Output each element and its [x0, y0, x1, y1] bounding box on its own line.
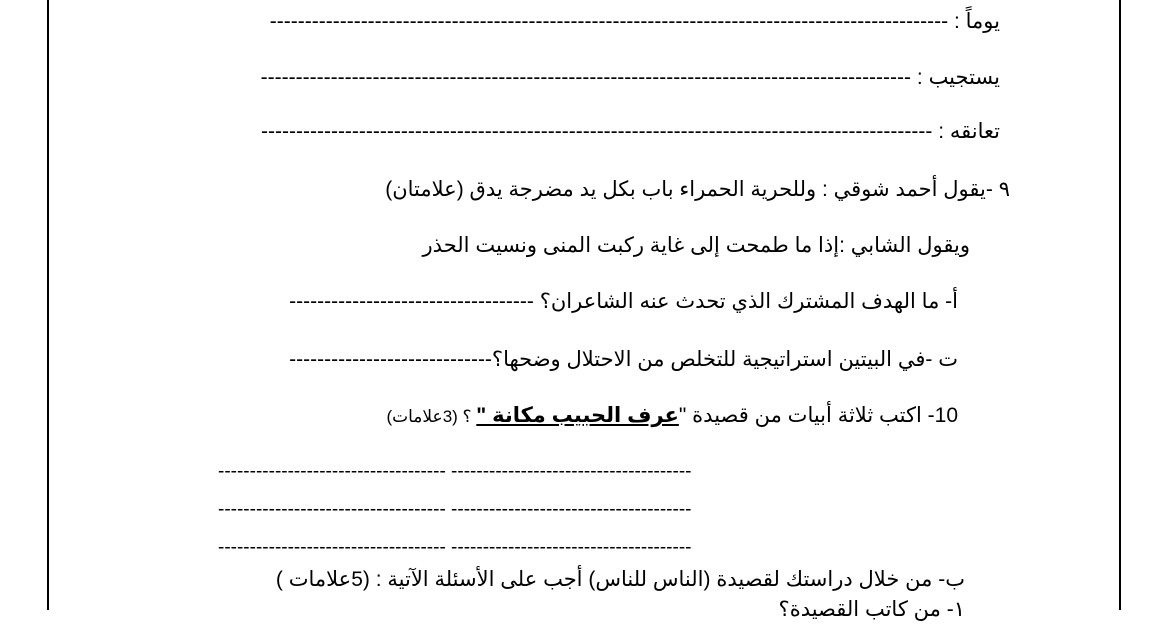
answer-dashes: --------------------------------------------------------------------------------------------- [260, 66, 912, 89]
answer-dashes: ------------------------------------------------------------------------------------------------- [269, 10, 949, 33]
q9-line-2: ويقول الشابي :إذا ما طمحت إلى غاية ركبت المنى ونسيت الحذر [422, 234, 970, 257]
meaning-row-3 [261, 118, 1000, 146]
meaning-sep: : [938, 120, 945, 143]
q10-prefix: 10- اكتب ثلاثة أبيات من قصيدة " [678, 404, 958, 427]
q9-question-a: أ- ما الهدف المشترك الذي تحدث عنه الشاعران؟ ----------------------------------- [289, 290, 958, 313]
qb-line-1: ب- من خلال دراستك لقصيدة (الناس للناس) أجب على الأسئلة الآتية : (5علامات ) [275, 568, 965, 591]
q9-line-1: ٩ -يقول أحمد شوقي : وللحرية الحمراء باب بكل يد مضرجة يدق (علامتان) [385, 178, 1010, 201]
answer-dashes: ------------------------------------------------------------------------------------------------ [261, 120, 933, 143]
page-border-right [1119, 0, 1121, 610]
q10-question [386, 402, 958, 431]
answer-line-3: ------------------------------------ -------------------------------------- [218, 537, 692, 558]
meaning-sep: : [953, 10, 960, 33]
answer-line-2: ------------------------------------ -------------------------------------- [218, 499, 692, 520]
meaning-word: يوماً [965, 10, 1000, 33]
q10-poem-title: عرف الحبيب مكانة " [476, 404, 679, 427]
page-border-left [47, 0, 49, 610]
q9-question-b: ت -في البيتين استراتيجية للتخلص من الاحتلال وضحها؟----------------------------- [289, 348, 958, 371]
meaning-word: تعانقه [949, 120, 1000, 143]
q10-suffix: ؟ (3علامات) [386, 407, 477, 426]
meaning-row-1 [270, 8, 1000, 36]
meaning-sep: : [916, 66, 923, 89]
meaning-word: يستجيب [928, 66, 1000, 89]
meaning-row-2 [261, 64, 1000, 92]
qb-line-2: ١- من كاتب القصيدة؟ [778, 598, 965, 621]
answer-line-1: ------------------------------------ -------------------------------------- [218, 461, 692, 482]
